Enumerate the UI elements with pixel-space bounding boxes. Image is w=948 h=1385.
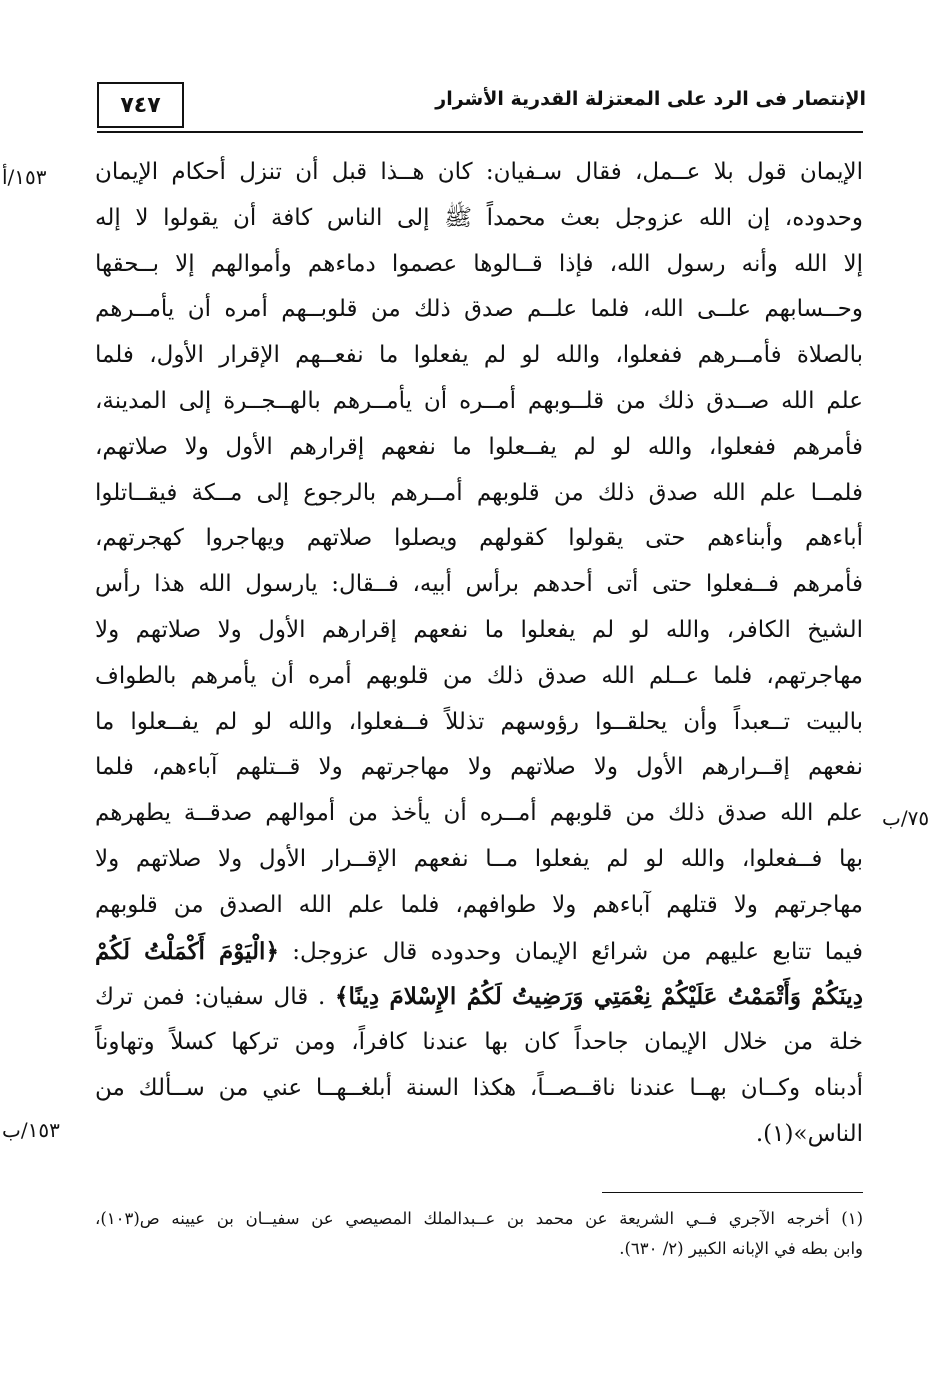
text-line: بالبيت تــعبداً وأن يحلقــوا رؤوسهم تذللاً فــفعلوا، والله لو لم يفــعلوا ما — [95, 708, 863, 735]
text-line: فأمرهم ففعلوا، والله لو لم يفــعلوا ما نفعهم إقرارهم الأول ولا صلاتهم، — [95, 433, 863, 460]
margin-note-2: ٧٥/ب — [882, 806, 930, 830]
text-line: وحدوده، إن الله عزوجل بعث محمداً ﷺ إلى الناس كافة أن يقولوا لا إله — [95, 204, 863, 231]
text-segment: . قال سفيان: فمن ترك — [95, 984, 326, 1011]
text-line: علم الله صــدق ذلك من قلــوبهم أمــره أن يأمــرهم بالهــجــرة إلى المدينة، — [95, 387, 863, 414]
header-rule — [97, 131, 863, 133]
margin-note-3: ١٥٣/ب — [2, 1118, 60, 1142]
text-line — [95, 929, 863, 975]
text-line: مهاجرتهم، فلما عــلم الله صدق ذلك من قلوبهم أمره أن يأمرهم بالطواف — [95, 662, 863, 689]
text-line: نفعهم إقــرارهم الأول ولا صلاتهم ولا مهاجرتهم ولا قــتلهم آباءهم، فلما — [95, 754, 863, 781]
text-line: فلمــا علم الله صدق ذلك من قلوبهم أمــرهم بالرجوع إلى مــكة فيقــاتلوا — [95, 479, 863, 506]
text-line: بها فــفعلوا، والله لو لم يفعلوا مــا نفعهم الإقــرار الأول ولا صلاتهم ولا — [95, 845, 863, 872]
text-line: الناس»(١). — [755, 1120, 863, 1147]
running-title: الإنتصار فى الرد على المعتزلة القدرية الأشرار — [435, 88, 866, 110]
text-line: أباءهم وأبناءهم حتى يقولوا كقولهم ويصلوا صلاتهم ويهاجروا كهجرتهم، — [95, 525, 863, 552]
footnote-line: وابن بطه في الإبانه الكبير (٢/ ٦٣٠). — [619, 1239, 863, 1258]
text-line: فأمرهم فــفعلوا حتى أتى أحدهم برأس أبيه، فــقال: يارسول الله هذا رأس — [95, 571, 863, 598]
text-line: أدبناه وكــان بهــا عندنا ناقــصــاً، هكذا السنة أبلغــهــا عني من ســألك من — [95, 1074, 863, 1101]
footnotes — [95, 1204, 863, 1264]
quran-verse-start: ﴿الْيَوْمَ أَكْمَلْتُ لَكُمْ — [95, 937, 279, 965]
footnote-line: (١) أخرجه الآجري فــي الشريعة عن محمد بن عــبدالملك المصيصي عن سفيــان بن عيينه ص(١٠٣)، — [95, 1209, 863, 1228]
text-line: الإيمان قول بلا عــمل، فقال سـفيان: كان هــذا قبل أن تنزل أحكام الإيمان — [95, 159, 863, 185]
text-line: علم الله صدق ذلك من قلوبهم أمــره أن يأخذ من أموالهم صدقــة يطهرهم — [95, 800, 863, 827]
main-text — [95, 150, 863, 1158]
text-line: إلا الله وأنه رسول الله، فإذا قــالوها عصموا دماءهم وأموالهم إلا بــحقها — [95, 250, 863, 277]
text-line — [95, 974, 863, 1020]
margin-note-1: ١٥٣/أ — [2, 165, 47, 189]
quran-verse-end: دِينَكُمْ وَأَتْمَمْتُ عَلَيْكُمْ نِعْمَتِي وَرَضِيتُ لَكُمُ الإِسْلامَ دِينًا﴾ — [335, 983, 863, 1011]
text-line: وحــسابهم علــى الله، فلما علــم صدق ذلك من قلوبــهم أمره أن يأمــرهم — [95, 296, 863, 323]
footnote-rule — [602, 1192, 863, 1193]
page-number: ٧٤٧ — [97, 82, 184, 128]
text-line: بالصلاة فأمــرهم ففعلوا، والله لو لم يفعلوا ما نفعــهم الإقرار الأول، فلما — [95, 342, 863, 369]
text-line: خلة من خلال الإيمان جاحداً كان بها عندنا كافراً، ومن تركها كسلاً وتهاوناً — [95, 1029, 863, 1056]
text-line: مهاجرتهم ولا قتلهم آباءهم ولا طوافهم، فلما علم الله الصدق من قلوبهم — [95, 891, 863, 918]
text-segment: فيما تتابع عليهم من شرائع الإيمان وحدوده قال عزوجل: — [292, 938, 863, 965]
text-line: الشيخ الكافر، والله لو لم يفعلوا ما نفعهم إقرارهم الأول ولا صلاتهم ولا — [95, 616, 863, 643]
